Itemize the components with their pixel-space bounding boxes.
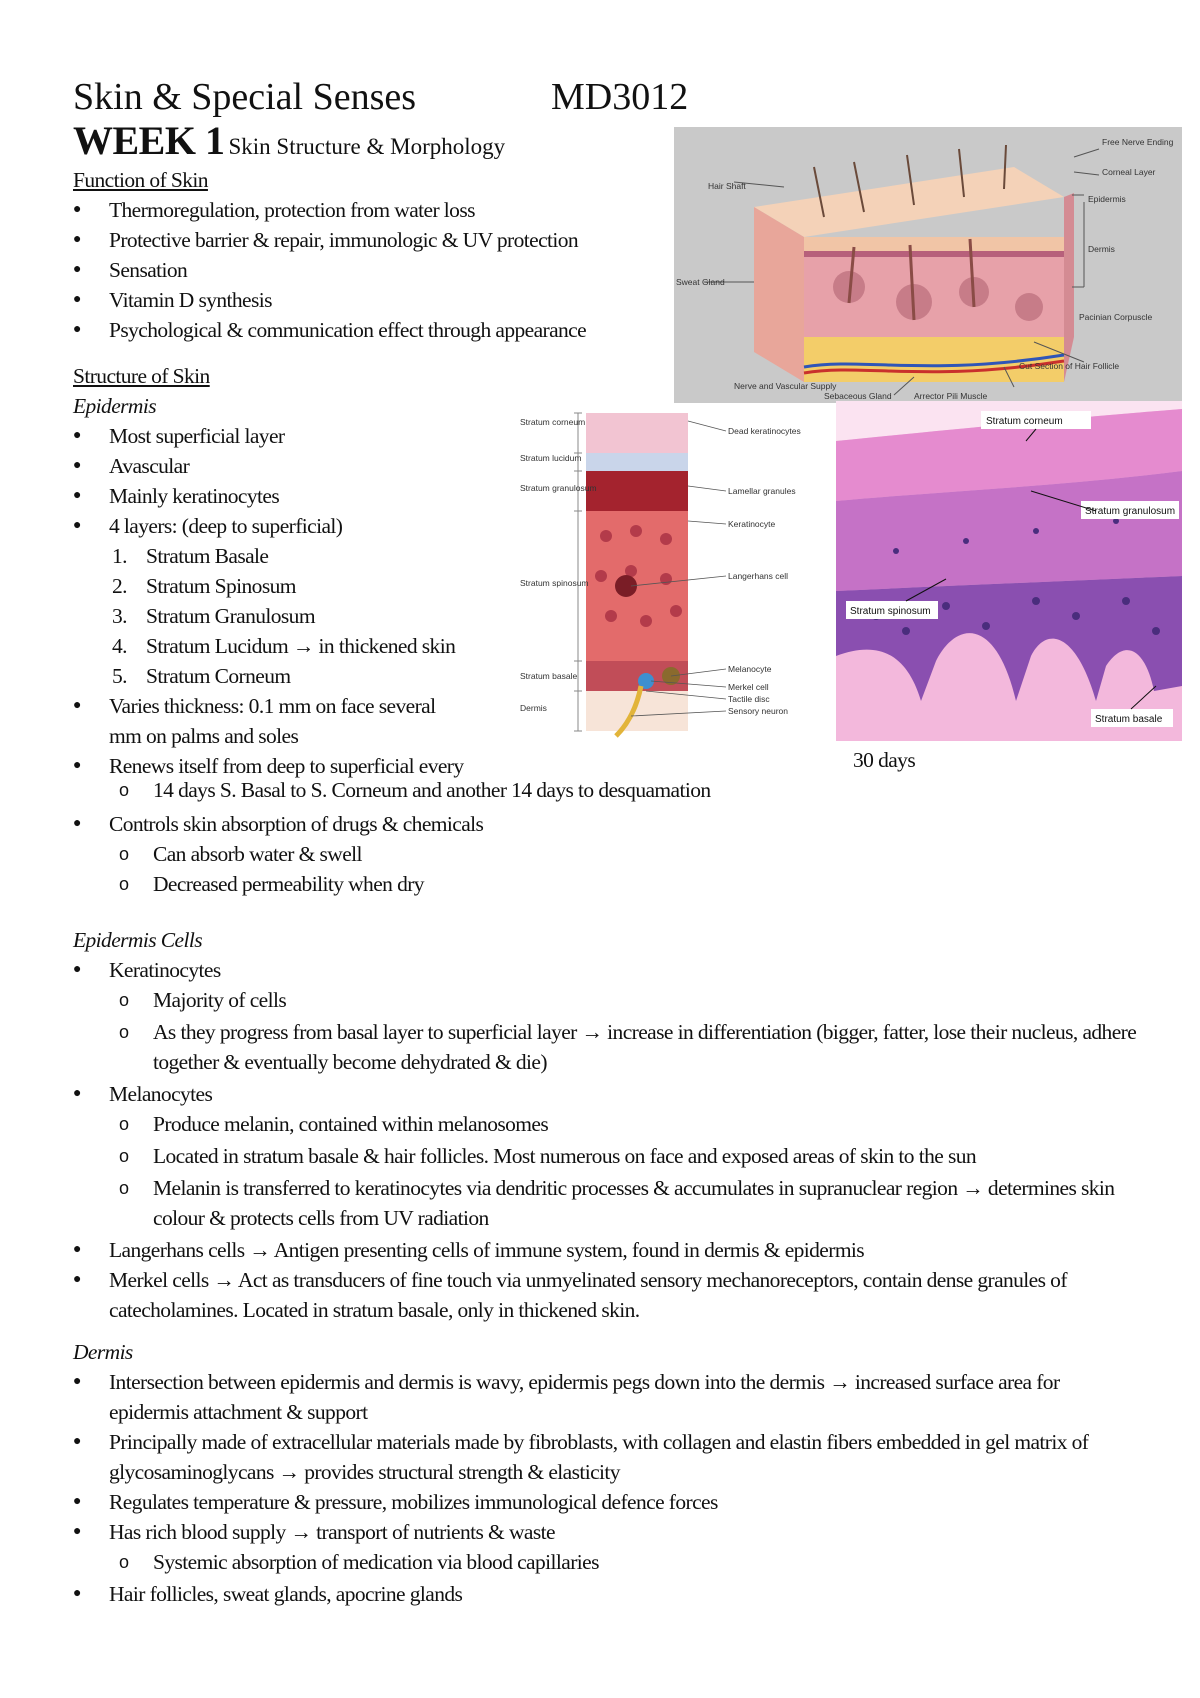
list-item: ● Most superficial layer <box>73 424 285 448</box>
label-tactile-disc: Tactile disc <box>728 694 770 704</box>
layer-item: 4. Stratum Lucidum → in thickened skin <box>112 634 456 658</box>
structure-section <box>73 361 513 781</box>
course-code: MD3012 <box>551 76 689 118</box>
list-item: ● Controls skin absorption of drugs & chemicals <box>73 812 484 836</box>
label-dead-keratinocytes: Dead keratinocytes <box>728 426 801 436</box>
document-title <box>73 74 689 120</box>
label-dermis-layer: Dermis <box>520 703 547 713</box>
title-text: Skin & Special Senses <box>73 76 417 118</box>
sub-item: o Melanin is transferred to keratinocytes via dendritic processes & accumulates in supranuclear region → determines skin colour & protects cells from UV radiation <box>119 1176 1115 1230</box>
label-stratum-granulosum: Stratum granulosum <box>520 483 597 493</box>
sub-item: o 14 days S. Basal to S. Corneum and another 14 days to desquamation <box>119 778 711 802</box>
label-epidermis: Epidermis <box>1088 194 1126 204</box>
list-item: ● Sensation <box>73 258 188 282</box>
label-melanocyte: Melanocyte <box>728 664 772 674</box>
list-item: ● Psychological & communication effect through appearance <box>73 318 587 342</box>
label-sweat-gland: Sweat Gland <box>676 277 725 287</box>
label-sensory-neuron: Sensory neuron <box>728 706 789 716</box>
function-section <box>73 165 586 345</box>
label-dermis: Dermis <box>1088 244 1115 254</box>
list-item: ● Regulates temperature & pressure, mobilizes immunological defence forces <box>73 1490 718 1514</box>
list-item: ● Keratinocytes <box>73 958 221 982</box>
label-histo-stratum-basale: Stratum basale <box>1095 714 1163 725</box>
list-item: ● Hair follicles, sweat glands, apocrine glands <box>73 1582 463 1606</box>
layer-item: 3. Stratum Granulosum <box>112 604 315 628</box>
renews-days: 30 days <box>853 748 916 772</box>
epidermis-layers-figure <box>516 411 830 741</box>
layer-item: 5. Stratum Corneum <box>112 664 291 688</box>
label-stratum-lucidum: Stratum lucidum <box>520 453 582 463</box>
sub-item: o Can absorb water & swell <box>119 842 362 866</box>
list-item-continuation: mm on palms and soles <box>109 724 299 748</box>
label-stratum-basale: Stratum basale <box>520 671 578 681</box>
list-item: ● Thermoregulation, protection from water loss <box>73 198 475 222</box>
dermis-section <box>73 1337 1138 1609</box>
label-histo-stratum-spinosum: Stratum spinosum <box>850 606 931 617</box>
epidermis-cells-section <box>73 925 1138 1325</box>
label-merkel-cell: Merkel cell <box>728 682 769 692</box>
label-corneal-layer: Corneal Layer <box>1102 167 1156 177</box>
list-item: ● Varies thickness: 0.1 mm on face several <box>73 694 436 718</box>
sub-item: o Systemic absorption of medication via blood capillaries <box>119 1550 599 1574</box>
histology-figure <box>836 401 1182 741</box>
skin-block-illustration <box>674 127 1182 403</box>
label-langerhans-cell: Langerhans cell <box>728 571 789 581</box>
label-arrector-pili: Arrector Pili Muscle <box>914 391 988 401</box>
sub-item: o Located in stratum basale & hair follicles. Most numerous on face and exposed areas of skin to the sun <box>119 1144 977 1168</box>
layer-item: 1. Stratum Basale <box>112 544 269 568</box>
label-histo-stratum-granulosum: Stratum granulosum <box>1085 506 1176 517</box>
list-item: ● Principally made of extracellular materials made by fibroblasts, with collagen and elastin fibers embedded in gel matrix of glycosaminoglycans → provides structural strength & elasticity <box>73 1430 1089 1484</box>
sub-item: o Produce melanin, contained within melanosomes <box>119 1112 549 1136</box>
list-item: ● Protective barrier & repair, immunologic & UV protection <box>73 228 579 252</box>
week-subtitle: Skin Structure & Morphology <box>228 134 506 159</box>
label-pacinian-corpuscle: Pacinian Corpuscle <box>1079 312 1153 322</box>
label-stratum-spinosum: Stratum spinosum <box>520 578 589 588</box>
list-item: ● Merkel cells → Act as transducers of fine touch via unmyelinated sensory mechanoreceptors, contain dense granules of catecholamines. Located in stratum basale, only in thickened skin. <box>73 1268 1067 1322</box>
label-nerve-vascular-supply: Nerve and Vascular Supply <box>734 381 837 391</box>
dermis-heading: Dermis <box>73 1340 133 1364</box>
function-heading: Function of Skin <box>73 168 208 192</box>
label-hair-shaft: Hair Shaft <box>708 181 746 191</box>
list-item: ● 4 layers: (deep to superficial) <box>73 514 343 538</box>
list-item: ● Vitamin D synthesis <box>73 288 272 312</box>
sub-item: o Decreased permeability when dry <box>119 872 424 896</box>
list-item: ● Langerhans cells → Antigen presenting cells of immune system, found in dermis & epidermis <box>73 1238 865 1262</box>
sub-item: o Majority of cells <box>119 988 287 1012</box>
epidermis-layers-diagram <box>516 411 830 741</box>
list-item: ● Renews itself from deep to superficial every <box>73 754 464 778</box>
skin-cross-section-figure <box>674 127 1182 403</box>
epidermis-cells-heading: Epidermis Cells <box>73 928 202 952</box>
list-item: ● Has rich blood supply → transport of nutrients & waste <box>73 1520 555 1544</box>
label-stratum-corneum: Stratum corneum <box>520 417 586 427</box>
histology-micrograph <box>836 401 1182 741</box>
sub-item: o As they progress from basal layer to superficial layer → increase in differentiation (bigger, fatter, lose their nucleus, adhere together & eventually become dehydrated & die) <box>119 1020 1137 1074</box>
list-item: ● Mainly keratinocytes <box>73 484 280 508</box>
list-item: ● Avascular <box>73 454 190 478</box>
structure-heading: Structure of Skin <box>73 364 210 388</box>
list-item: ● Melanocytes <box>73 1082 213 1106</box>
week-label: WEEK 1 <box>73 118 225 163</box>
label-histo-stratum-corneum: Stratum corneum <box>986 416 1063 427</box>
list-item: ● Intersection between epidermis and dermis is wavy, epidermis pegs down into the dermis → increased surface area for epidermis attachment & support <box>73 1370 1060 1424</box>
epidermis-heading: Epidermis <box>73 394 156 418</box>
label-lamellar-granules: Lamellar granules <box>728 486 796 496</box>
week-heading <box>73 120 505 171</box>
label-keratinocyte: Keratinocyte <box>728 519 776 529</box>
label-sebaceous-gland: Sebaceous Gland <box>824 391 892 401</box>
renewal-section <box>73 775 1133 899</box>
layer-item: 2. Stratum Spinosum <box>112 574 296 598</box>
label-cut-section-hair-follicle: Cut Section of Hair Follicle <box>1019 361 1120 371</box>
label-free-nerve-ending: Free Nerve Ending <box>1102 137 1174 147</box>
